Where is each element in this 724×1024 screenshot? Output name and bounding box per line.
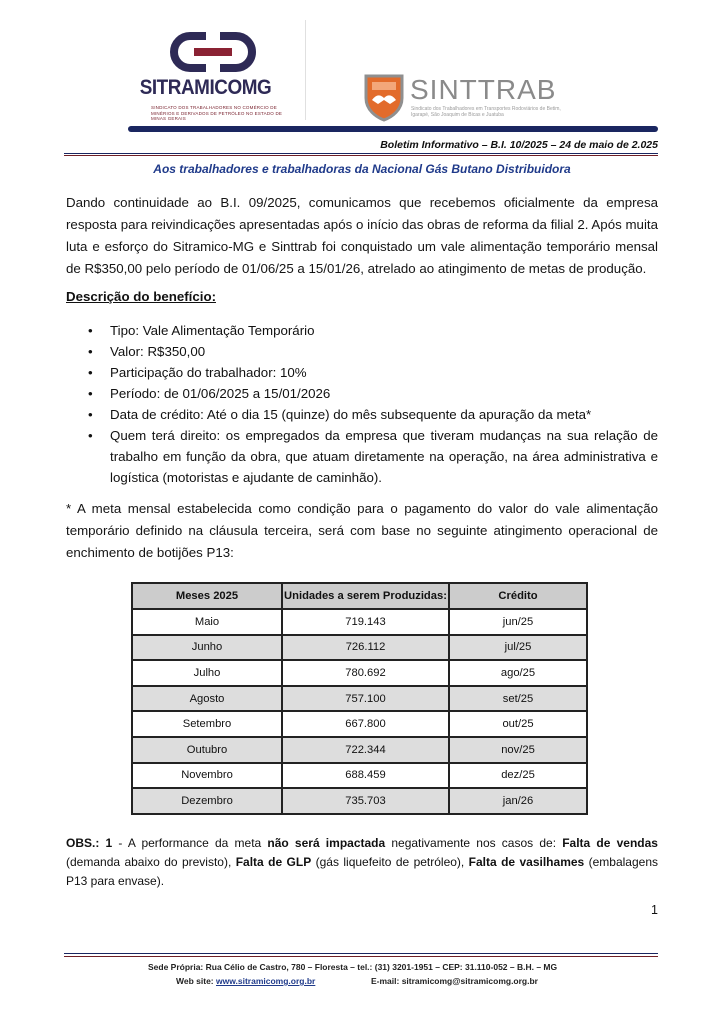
bullet-icon: •: [88, 344, 93, 359]
table-row: [132, 711, 587, 737]
divider: [64, 155, 658, 156]
sitramicomg-name: SITRAMICOMG: [139, 76, 272, 99]
month-cell: Maio: [132, 609, 282, 635]
column-header: Unidades a serem Produzidas:: [282, 583, 449, 609]
table-row: [132, 686, 587, 712]
bullet-icon: •: [88, 386, 93, 401]
month-cell: Junho: [132, 635, 282, 661]
chain-link-icon: [168, 28, 258, 76]
list-item: • Quem terá direito: os empregados da empresa que tiveram mudanças na sua relação de trabalho em função da obra, que atuam diretamente na operação, na área administrativa e logística (motoristas e ajudante de caminhão).: [88, 425, 658, 488]
month-cell: Dezembro: [132, 788, 282, 814]
list-item: • Período: de 01/06/2025 a 15/01/2026: [88, 383, 658, 404]
credit-cell: nov/25: [449, 737, 587, 763]
table-row: [132, 788, 587, 814]
website-link[interactable]: www.sitramicomg.org.br: [216, 976, 316, 986]
letterhead: [0, 0, 724, 140]
units-cell: 667.800: [282, 711, 449, 737]
credit-cell: jan/26: [449, 788, 587, 814]
intro-paragraph: Dando continuidade ao B.I. 09/2025, comunicamos que recebemos oficialmente da empresa resposta para reivindicações apresentadas após o início das obras de reforma da filial 2. Após muita luta e esforço do Sitramico-MG e Sinttrab foi conquistado um vale alimentação temporário mensal de R$350,00 pelo período de 01/06/25 a 15/01/26, atrelado ao atingimento de metas de produção.: [66, 195, 658, 276]
list-item: • Participação do trabalhador: 10%: [88, 362, 658, 383]
header-bar: [128, 126, 658, 132]
column-header: Meses 2025: [132, 583, 282, 609]
footer-divider: [64, 953, 658, 954]
column-header: Crédito: [449, 583, 587, 609]
website-line: Web site: www.sitramicomg.org.br: [176, 976, 316, 986]
month-cell: Agosto: [132, 686, 282, 712]
obs-label: OBS.: 1: [66, 836, 113, 850]
table-row: [132, 763, 587, 789]
sinttrab-logo: [362, 72, 602, 124]
units-cell: 757.100: [282, 686, 449, 712]
list-item: • Data de crédito: Até o dia 15 (quinze) do mês subsequente da apuração da meta*: [88, 404, 658, 425]
production-targets-table: [131, 582, 588, 815]
table-row: [132, 635, 587, 661]
credit-cell: dez/25: [449, 763, 587, 789]
units-cell: 688.459: [282, 763, 449, 789]
credit-cell: jun/25: [449, 609, 587, 635]
table-header-row: [132, 583, 587, 609]
table-row: [132, 609, 587, 635]
shield-handshake-icon: [362, 72, 406, 122]
divider: [64, 153, 658, 154]
obs-paragraph: OBS.: 1 - A performance da meta não será impactada negativamente nos casos de: Falta de vendas (demanda abaixo do previsto), Falta de GLP (gás liquefeito de petróleo), Falta de vasilhames (embalagens P13 para envase).: [66, 836, 658, 888]
units-cell: 735.703: [282, 788, 449, 814]
bullet-icon: •: [88, 365, 93, 380]
bulletin-line: Boletim Informativo – B.I. 10/2025 – 24 de maio de 2.025: [380, 139, 658, 151]
units-cell: 719.143: [282, 609, 449, 635]
footer-divider: [64, 956, 658, 957]
bullet-icon: •: [88, 323, 93, 338]
meta-paragraph: * A meta mensal estabelecida como condição para o pagamento do valor do vale alimentação temporário definido na cláusula terceira, será com base no seguinte atingimento operacional de enchimento de botijões P13:: [66, 501, 658, 560]
document-title: Aos trabalhadores e trabalhadoras da Nacional Gás Butano Distribuidora: [153, 162, 571, 176]
list-item: • Tipo: Vale Alimentação Temporário: [88, 320, 658, 341]
address-line: Sede Própria: Rua Célio de Castro, 780 – Floresta – tel.: (31) 3201-1951 – CEP: 31.110-052 – B.H. – MG: [148, 962, 558, 972]
credit-cell: ago/25: [449, 660, 587, 686]
benefit-heading: Descrição do benefício:: [66, 289, 216, 304]
credit-cell: jul/25: [449, 635, 587, 661]
units-cell: 780.692: [282, 660, 449, 686]
email-line: E-mail: sitramicomg@sitramicomg.org.br: [371, 976, 538, 986]
bullet-icon: •: [88, 407, 93, 422]
sitramicomg-logo: [138, 28, 288, 120]
month-cell: Outubro: [132, 737, 282, 763]
units-cell: 726.112: [282, 635, 449, 661]
list-item: • Valor: R$350,00: [88, 341, 658, 362]
credit-cell: out/25: [449, 711, 587, 737]
sitramicomg-subtitle: SINDICATO DOS TRABALHADORES NO COMÉRCIO DE MINÉRIOS E DERIVADOS DE PETRÓLEO NO ESTADO DE MINAS GERAIS: [151, 105, 283, 121]
month-cell: Novembro: [132, 763, 282, 789]
sinttrab-subtitle: Sindicato dos Trabalhadores em Transportes Rodoviários de Betim, Igarapé, São Joaquim de Bicas e Juatuba: [411, 106, 561, 118]
table-row: [132, 660, 587, 686]
month-cell: Setembro: [132, 711, 282, 737]
units-cell: 722.344: [282, 737, 449, 763]
benefit-list: [88, 320, 658, 488]
bullet-icon: •: [88, 428, 93, 443]
credit-cell: set/25: [449, 686, 587, 712]
month-cell: Julho: [132, 660, 282, 686]
logo-divider: [305, 20, 306, 120]
table-row: [132, 737, 587, 763]
sinttrab-name: SINTTRAB: [410, 74, 557, 105]
page-number: 1: [651, 903, 658, 917]
